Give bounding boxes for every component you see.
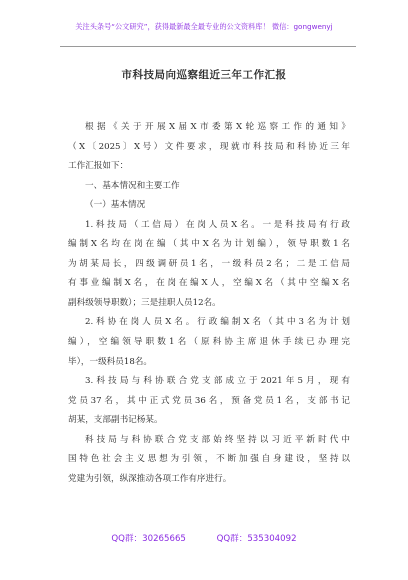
- paragraph-4-line-2: 编制X名均在岗在编（其中X名为计划编），领导职数1名: [68, 239, 350, 250]
- paragraph-4-line-3: 为胡某局长，四级调研员1名，一级科员2名；二是工信局: [68, 258, 350, 269]
- paragraph-4-line-4: 有事业编制X名，在岗在编X人，空编X名（其中空编X名: [68, 278, 350, 289]
- paragraph-5-line-3: 毕），一级科员18名。: [68, 356, 152, 367]
- document-body: [68, 118, 350, 489]
- paragraph-7-line-2: 国特色社会主义思想为引领，不断加强自身建设，坚持以: [68, 454, 350, 465]
- paragraph-1-line-1: 根据《关于开展X届X市委第X轮巡察工作的通知》: [85, 122, 350, 132]
- paragraph-6-line-2: 党员37名，其中正式党员36名，预备党员1名，支部书记: [68, 395, 350, 406]
- paragraph-6-line-1: 3.科技局与科协联合党支部成立于2021年5月，现有: [85, 376, 350, 387]
- paragraph-7-line-3: 党建为引领，纵深推动各项工作有序进行。: [68, 473, 232, 484]
- footer-qq-group-1: QQ群：30265665: [111, 534, 186, 544]
- header-divider: [60, 46, 356, 47]
- document-title: 市科技局向巡察组近三年工作汇报: [121, 69, 287, 81]
- paragraph-6-line-3: 胡某，支部副书记杨某。: [68, 415, 163, 426]
- footer-qq-group-2: QQ群：535304092: [216, 534, 297, 544]
- paragraph-4-line-1: 1.科技局（工信局）在岗人员X名。一是科技局有行政: [85, 219, 350, 230]
- paragraph-2-line-1: 一、基本情况和主要工作: [85, 180, 180, 191]
- paragraph-5-line-2: 编），空编领导职数1名（原科协主席退休手续已办理完: [68, 337, 350, 348]
- paragraph-4-line-5: 副科级领导职数）；三是挂职人员12名。: [68, 297, 221, 308]
- paragraph-5-line-1: 2.科协在岗人员X名。行政编制X名（其中3名为计划: [85, 317, 350, 328]
- paragraph-3-line-1: （一）基本情况: [85, 200, 146, 211]
- paragraph-7-line-1: 科技局与科协联合党支部始终坚持以习近平新时代中: [85, 434, 350, 445]
- paragraph-1-line-3: 工作汇报如下：: [68, 161, 129, 172]
- paragraph-1-line-2: （X〔2025〕X号）文件要求，现就市科技局和科协近三年: [68, 141, 350, 152]
- header-promo-note: 关注头条号“公文研究”，获得最新最全最专业的公文资料库！ 微信：gongwenyj: [75, 22, 333, 31]
- footer: [0, 532, 408, 544]
